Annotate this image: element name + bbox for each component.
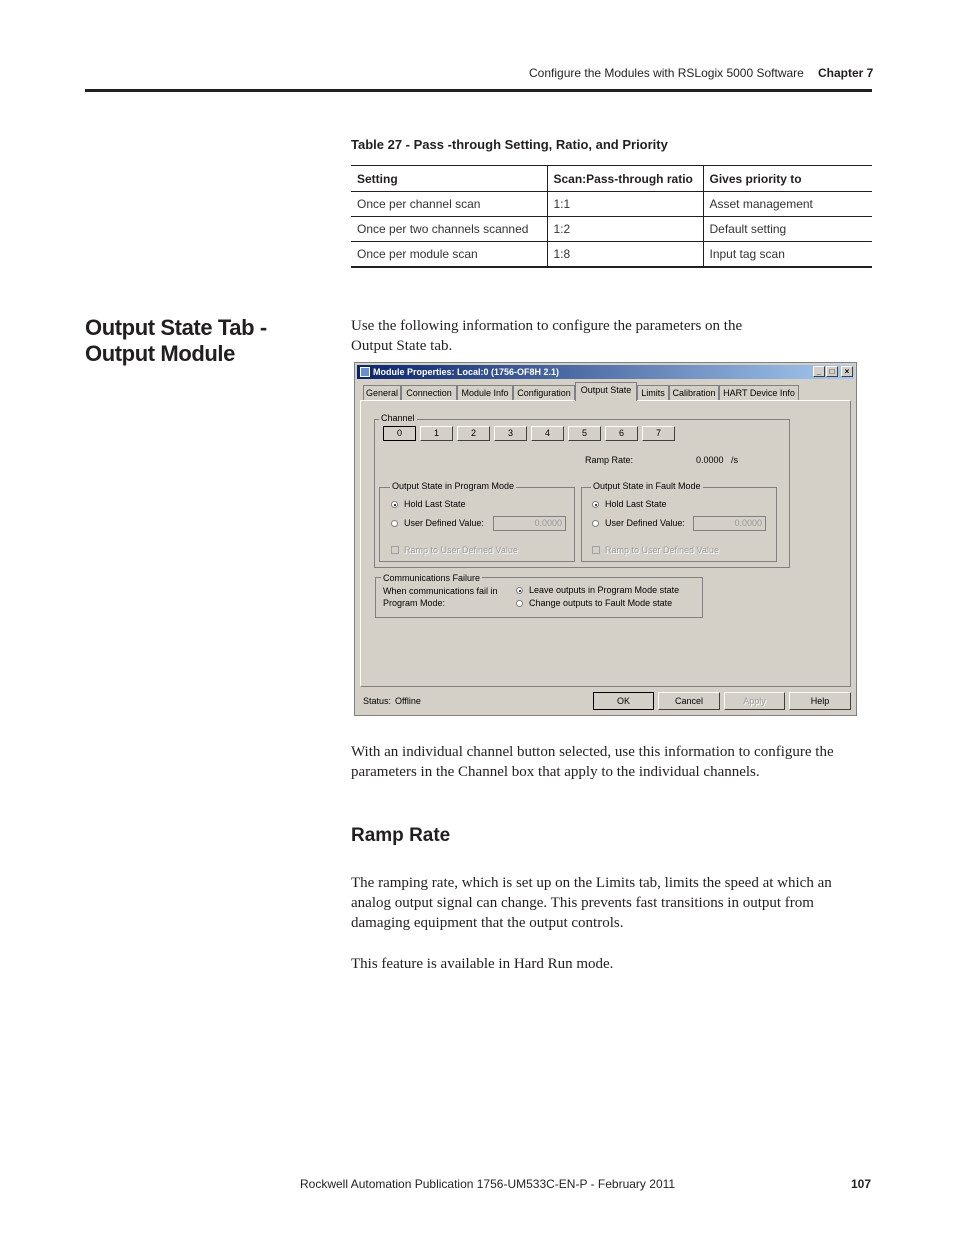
fault-user-value-field[interactable]: 0.0000 xyxy=(693,516,766,531)
program-user-label: User Defined Value: xyxy=(404,518,484,528)
header-rule xyxy=(85,89,872,92)
table-cell: Input tag scan xyxy=(703,242,872,268)
channel-5-button[interactable]: 5 xyxy=(568,426,601,441)
status-value: Offline xyxy=(395,696,421,706)
program-ramp-label: Ramp to User Defined Value xyxy=(404,545,518,555)
text-line: With an individual channel button selected, use this information to configure the xyxy=(351,744,834,760)
apply-button[interactable]: Apply xyxy=(724,692,785,710)
channel-group-label: Channel xyxy=(381,413,415,423)
hard-run-paragraph: This feature is available in Hard Run mode. xyxy=(351,956,614,972)
table-row xyxy=(351,217,872,242)
comm-failure-desc-line: Program Mode: xyxy=(383,598,446,608)
maximize-button[interactable]: □ xyxy=(826,366,838,377)
comm-failure-desc-line: When communications fail in xyxy=(383,586,498,596)
table-cell: Once per two channels scanned xyxy=(351,217,547,242)
channel-0-button[interactable]: 0 xyxy=(383,426,416,441)
change-outputs-label: Change outputs to Fault Mode state xyxy=(529,598,673,608)
text-line: damaging equipment that the output controls. xyxy=(351,915,624,931)
section-heading-line: Output Module xyxy=(85,341,235,366)
fault-hold-radio[interactable] xyxy=(592,501,599,508)
ramp-rate-label: Ramp Rate: xyxy=(585,455,634,465)
help-button[interactable]: Help xyxy=(789,692,851,710)
module-properties-dialog xyxy=(354,362,857,716)
table-row xyxy=(351,242,872,268)
status-label: Status: xyxy=(363,696,392,706)
dialog-title: Module Properties: Local:0 (1756-OF8H 2.1) xyxy=(373,367,560,377)
table-cell: 1:8 xyxy=(547,242,703,268)
column-header: Scan:Pass-through ratio xyxy=(547,166,703,192)
program-mode-group-label: Output State in Program Mode xyxy=(392,481,515,491)
tab-module-info[interactable]: Module Info xyxy=(457,385,513,400)
program-hold-label: Hold Last State xyxy=(404,499,466,509)
text-line: Output State tab. xyxy=(351,338,453,354)
ramp-rate-heading: Ramp Rate xyxy=(351,825,451,846)
ramp-rate-paragraph xyxy=(351,873,832,933)
minimize-button[interactable]: _ xyxy=(813,366,825,377)
intro-paragraph xyxy=(351,316,742,356)
close-button[interactable]: × xyxy=(841,366,853,377)
fault-user-radio[interactable] xyxy=(592,520,599,527)
running-header-chapter: Chapter 7 xyxy=(818,66,874,80)
table-cell: Default setting xyxy=(703,217,872,242)
pass-through-table xyxy=(351,165,872,268)
fault-hold-label: Hold Last State xyxy=(605,499,667,509)
channel-paragraph xyxy=(351,742,834,782)
channel-1-button[interactable]: 1 xyxy=(420,426,453,441)
table-cell: Asset management xyxy=(703,192,872,217)
fault-mode-group-label: Output State in Fault Mode xyxy=(593,481,701,491)
leave-outputs-radio[interactable] xyxy=(516,587,523,594)
program-ramp-checkbox[interactable] xyxy=(391,546,399,554)
tab-connection[interactable]: Connection xyxy=(401,385,457,400)
column-header: Setting xyxy=(351,166,547,192)
comm-failure-group-label: Communications Failure xyxy=(383,573,481,583)
table-header-row xyxy=(351,166,872,192)
text-line: The ramping rate, which is set up on the Limits tab, limits the speed at which an xyxy=(351,875,832,891)
text-line: analog output signal can change. This prevents fast transitions in output from xyxy=(351,895,814,911)
text-line: Use the following information to configure the parameters on the xyxy=(351,318,743,334)
channel-4-button[interactable]: 4 xyxy=(531,426,564,441)
fault-ramp-checkbox[interactable] xyxy=(592,546,600,554)
ramp-rate-unit: /s xyxy=(731,455,739,465)
leave-outputs-label: Leave outputs in Program Mode state xyxy=(529,585,680,595)
page-number: 107 xyxy=(851,1177,872,1191)
footer-publication: Rockwell Automation Publication 1756-UM533C-EN-P - February 2011 xyxy=(300,1177,676,1191)
channel-3-button[interactable]: 3 xyxy=(494,426,527,441)
dialog-title-bar xyxy=(357,365,854,379)
tab-general[interactable]: General xyxy=(363,385,401,400)
section-heading xyxy=(85,315,267,367)
fault-ramp-label: Ramp to User Defined Value xyxy=(605,545,719,555)
tab-calibration[interactable]: Calibration xyxy=(669,385,719,400)
section-heading-line: Output State Tab - xyxy=(85,315,267,340)
text-line: parameters in the Channel box that apply to the individual channels. xyxy=(351,764,760,780)
fault-user-label: User Defined Value: xyxy=(605,518,685,528)
tab-hart-device-info[interactable]: HART Device Info xyxy=(719,385,799,400)
program-user-value-field[interactable]: 0.0000 xyxy=(493,516,566,531)
tab-configuration[interactable]: Configuration xyxy=(513,385,575,400)
cancel-button[interactable]: Cancel xyxy=(658,692,720,710)
table-cell: Once per module scan xyxy=(351,242,547,268)
change-outputs-radio[interactable] xyxy=(516,600,523,607)
tab-limits[interactable]: Limits xyxy=(637,385,669,400)
table-cell: 1:1 xyxy=(547,192,703,217)
channel-7-button[interactable]: 7 xyxy=(642,426,675,441)
table-row xyxy=(351,192,872,217)
app-icon xyxy=(360,367,370,377)
channel-6-button[interactable]: 6 xyxy=(605,426,638,441)
tab-output-state[interactable]: Output State xyxy=(575,382,637,401)
ramp-rate-value: 0.0000 xyxy=(696,455,724,465)
table-cell: 1:2 xyxy=(547,217,703,242)
ok-button[interactable]: OK xyxy=(593,692,654,710)
column-header: Gives priority to xyxy=(703,166,872,192)
table-title: Table 27 - Pass -through Setting, Ratio, and Priority xyxy=(351,137,668,152)
program-hold-radio[interactable] xyxy=(391,501,398,508)
channel-2-button[interactable]: 2 xyxy=(457,426,490,441)
running-header-title: Configure the Modules with RSLogix 5000 Software xyxy=(529,66,804,80)
program-user-radio[interactable] xyxy=(391,520,398,527)
table-cell: Once per channel scan xyxy=(351,192,547,217)
